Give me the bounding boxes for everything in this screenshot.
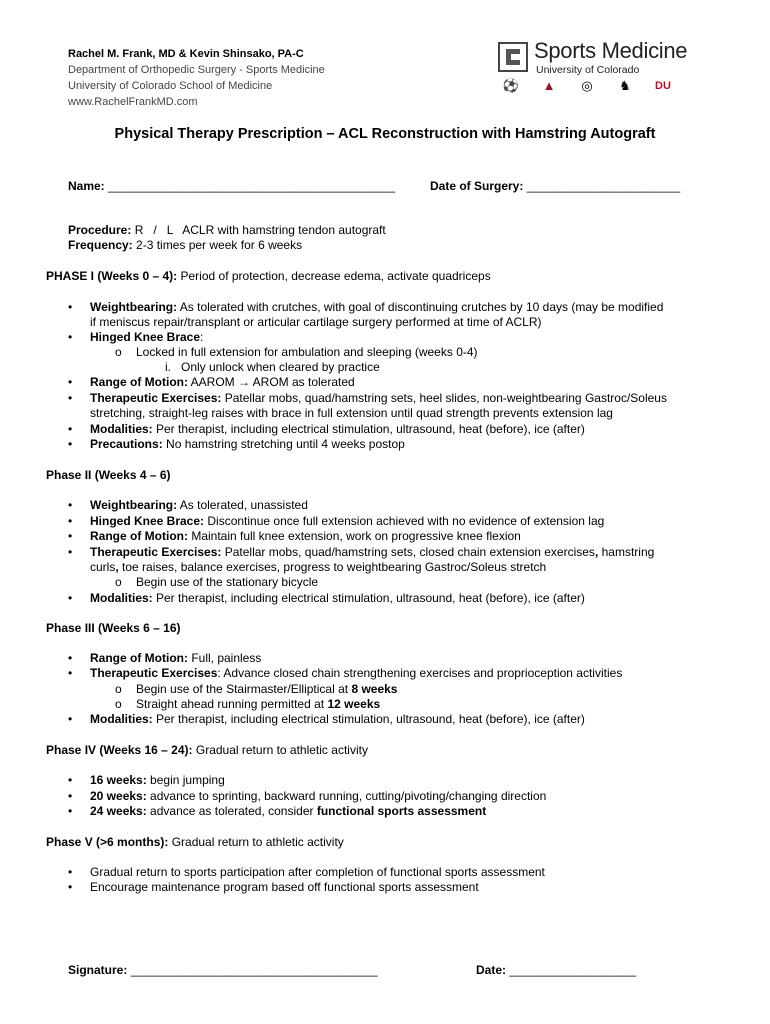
name-blank[interactable]: ___________________________________________ [108,179,396,193]
bullet-icon: • [68,591,73,605]
procedure-line [68,223,386,238]
circle-bullet-icon: o [115,697,122,711]
phase4-item2 [90,789,546,804]
letterhead [68,46,325,110]
text: As tolerated with crutches, with goal of discontinuing crutches by 10 days (may be modified [177,300,664,314]
phase1-brace-sub: Locked in full extension for ambulation and sleeping (weeks 0-4) [136,345,478,359]
text: : Advance closed chain strengthening exercises and proprioception activities [217,666,623,680]
website: www.RachelFrankMD.com [68,96,198,108]
surgery-date-label: Date of Surgery: [430,179,524,193]
phase3-heading: Phase III (Weeks 6 – 16) [46,621,181,635]
text: curls [90,560,116,574]
cu-sports-medicine-logo [498,38,698,102]
bullet-icon: • [68,514,73,528]
hockey-logo-icon: ◎ [581,78,593,93]
department: Department of Orthopedic Surgery - Sports Medicine [68,64,325,76]
du-logo-icon: DU [655,80,671,92]
phase4-title: Phase IV (Weeks 16 – 24): [46,743,193,757]
bullet-icon: • [68,712,73,726]
date-label: Date: [476,963,507,977]
phase1-weightbearing-cont: if meniscus repair/transplant or articular cartilage surgery performed at time of ACLR) [90,315,542,329]
phase1-brace-subsub: Only unlock when cleared by practice [181,360,380,374]
phase3-sub2 [136,697,380,712]
text: No hamstring stretching until 4 weeks postop [162,437,405,451]
phase2-exercises [90,545,654,560]
text: Patellar mobs, quad/hamstring sets, heel slides, non-weightbearing Gastroc/Soleus [221,391,667,405]
phase2-weightbearing [90,498,308,513]
label: 24 weeks: [90,804,147,818]
frequency-label: Frequency: [68,238,133,252]
team-logos [502,78,672,94]
phase4-heading [46,743,368,758]
signature-label: Signature: [68,963,128,977]
text: Per therapist, including electrical stimulation, ultrasound, heat (before), ice (after) [152,422,585,436]
phase4-item3 [90,804,486,819]
label: Range of Motion: [90,651,188,665]
phase1-exercises [90,391,667,406]
label: Range of Motion: [90,529,188,543]
bullet-icon: • [68,498,73,512]
label: 20 weeks: [90,789,147,803]
procedure-label: Procedure: [68,223,132,237]
phase3-exercises [90,666,622,681]
label: Modalities: [90,591,153,605]
label: Therapeutic Exercises: [90,545,222,559]
comma: , [115,560,119,574]
label: Modalities: [90,422,153,436]
soccer-ball-icon: ⚽ [502,78,520,93]
text-b: toe raises, balance exercises, progress to weightbearing Gastroc/Soleus stretch [118,560,547,574]
circle-bullet-icon: o [115,575,122,589]
phase1-title: PHASE I (Weeks 0 – 4): [46,269,178,283]
surgery-date-line[interactable] [430,179,680,194]
text: begin jumping [146,773,225,787]
bullet-icon: • [68,651,73,665]
bold-text: 12 weeks [327,697,381,711]
bullet-icon: • [68,391,73,405]
phase5-item2: Encourage maintenance program based off functional sports assessment [90,880,479,894]
text: Begin use of the Stairmaster/Elliptical at [136,682,352,696]
surgery-date-blank[interactable]: _______________________ [526,179,681,193]
text: Per therapist, including electrical stimulation, ultrasound, heat (before), ice (after) [152,591,585,605]
phase5-title: Phase V (>6 months): [46,835,169,849]
document-title: Physical Therapy Prescription – ACL Reconstruction with Hamstring Autograft [114,126,656,142]
procedure-text: R / L ACLR with hamstring tendon autograft [131,223,386,237]
label: Precautions: [90,437,163,451]
signature-blank[interactable]: _____________________________________ [130,963,378,977]
frequency-text: 2-3 times per week for 6 weeks [132,238,303,252]
phase1-desc: Period of protection, decrease edema, activate quadriceps [177,269,491,283]
date-blank[interactable]: ___________________ [509,963,637,977]
cu-logo-icon [498,42,528,72]
phase3-rom [90,651,261,666]
text: Patellar mobs, quad/hamstring sets, closed chain extension exercises [221,545,595,559]
phase1-weightbearing [90,300,663,315]
text: AAROM → AROM as tolerated [187,375,355,389]
bold-text: 8 weeks [351,682,398,696]
bullet-icon: • [68,437,73,451]
circle-bullet-icon: o [115,682,122,696]
text: Full, painless [187,651,262,665]
bullet-icon: • [68,804,73,818]
bullet-icon: • [68,880,73,894]
phase1-heading [46,269,491,284]
phase2-exercises-sub: Begin use of the stationary bicycle [136,575,319,589]
phase5-heading [46,835,344,850]
frequency-line [68,238,302,253]
bullet-icon: • [68,773,73,787]
bullet-icon: • [68,545,73,559]
text: Straight ahead running permitted at [136,697,328,711]
signature-line[interactable] [68,963,378,978]
label: Weightbearing: [90,300,178,314]
phase3-sub1 [136,682,397,697]
logo-subtitle: University of Colorado [536,64,640,76]
phase3-modalities [90,712,585,727]
label: Hinged Knee Brace [90,330,201,344]
text-b: hamstring [598,545,655,559]
phase1-exercises-cont: stretching, straight-leg raises with brace in full extension until quad strength prevents extension lag [90,406,613,420]
bullet-icon: • [68,330,73,344]
bullet-icon: • [68,789,73,803]
colon: : [200,330,204,344]
bullet-icon: • [68,666,73,680]
bold-text: functional sports assessment [316,804,487,818]
label: Weightbearing: [90,498,178,512]
circle-bullet-icon: o [115,345,122,359]
label: Modalities: [90,712,153,726]
text: Per therapist, including electrical stimulation, ultrasound, heat (before), ice (after) [152,712,585,726]
bullet-icon: • [68,375,73,389]
date-line[interactable] [476,963,636,978]
phase2-rom [90,529,521,544]
phase1-brace [90,330,203,345]
phase4-desc: Gradual return to athletic activity [192,743,368,757]
phase2-exercises-cont [90,560,546,575]
phase1-precautions [90,437,405,452]
text: Discontinue once full extension achieved with no evidence of extension lag [204,514,605,528]
text: As tolerated, unassisted [177,498,308,512]
authors: Rachel M. Frank, MD & Kevin Shinsako, PA-C [68,48,304,60]
label: Hinged Knee Brace: [90,514,205,528]
buffalo-logo-icon: ♞ [619,78,631,93]
roman-marker: i. [165,360,171,374]
phase2-heading: Phase II (Weeks 4 – 6) [46,468,171,482]
phase2-brace [90,514,604,529]
phase2-modalities [90,591,585,606]
phase5-desc: Gradual return to athletic activity [168,835,344,849]
text: Maintain full knee extension, work on progressive knee flexion [187,529,521,543]
bullet-icon: • [68,422,73,436]
phase1-rom [90,375,355,390]
label: 16 weeks: [90,773,147,787]
name-line[interactable] [68,179,395,194]
bullet-icon: • [68,529,73,543]
text: advance as tolerated, consider [146,804,317,818]
phase1-modalities [90,422,585,437]
comma: , [594,545,599,559]
label: Range of Motion: [90,375,188,389]
bullet-icon: • [68,865,73,879]
name-label: Name: [68,179,105,193]
label: Therapeutic Exercises: [90,391,222,405]
mountain-logo-icon: ▲ [542,78,556,93]
text: advance to sprinting, backward running, cutting/pivoting/changing direction [146,789,547,803]
logo-title: Sports Medicine [534,38,688,63]
school: University of Colorado School of Medicine [68,80,273,92]
label: Therapeutic Exercises [90,666,218,680]
phase5-item1: Gradual return to sports participation after completion of functional sports assessment [90,865,545,879]
phase4-item1 [90,773,225,788]
bullet-icon: • [68,300,73,314]
